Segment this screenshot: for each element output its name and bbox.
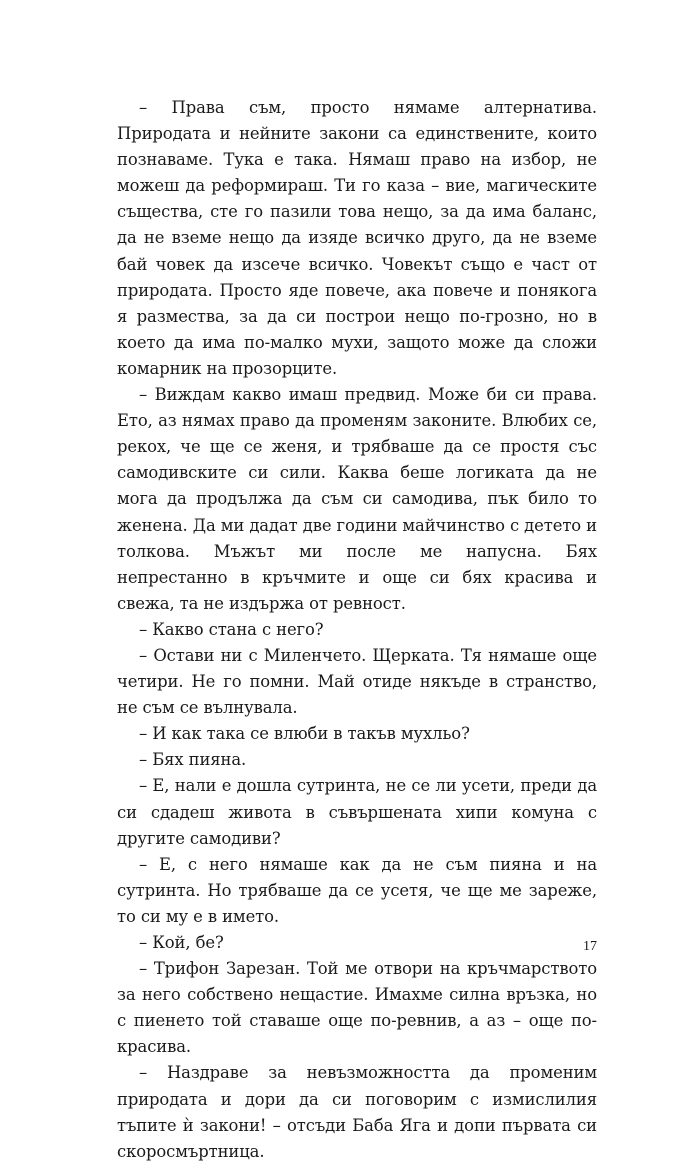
paragraph-6: – Бях пияна. (139, 750, 247, 770)
paragraph-8: – Е, с него нямаше как да не съм пияна и на сутринта. Но трябваше да се усетя, че ще ме зареже, то си му е в името. (117, 854, 597, 926)
paragraph-11: – Наздраве за невъзможността да променим природата и дори да си поговорим с измислилия тъпите ѝ закони! – отсъди Баба Яга и допи първата си скоросмъртница. (117, 1063, 597, 1161)
page-number: 17 (583, 939, 597, 954)
paragraph-10: – Трифон Зарезан. Той ме отвори на кръчмарството за него собствено нещастие. Имахме силна връзка, но с пиенето той ставаше още по-ревнив, а аз – още по-красива. (117, 959, 597, 1057)
paragraph-7: – Е, нали е дошла сутринта, не се ли усети, преди да си сдадеш живота в съвършената хипи комуна с другите самодиви? (117, 776, 597, 848)
paragraph-2: – Виждам какво имаш предвид. Може би си права. Ето, аз нямах право да променям законите. Влюбих се, рекох, че ще се женя, и трябваше да се простя със самодивските си сили. Каква беше логиката да не мога да продължа да съм си самодива, пък било то женена. Да ми дадат две години майчинство с детето и толкова. Мъжът ми после ме напусна. Бях непрестанно в кръчмите и още си бях красива и свежа, та не издържа от ревност. (117, 385, 597, 613)
body-text (117, 95, 597, 1165)
paragraph-1: – Права съм, просто нямаме алтернатива. Природата и нейните закони са единствените, които познаваме. Тука е така. Нямаш право на избор, не можеш да реформираш. Ти го каза – вие, магическите същества, сте го пазили това нещо, за да има баланс, да не вземе нещо да изяде всичко друго, да не вземе бай човек да изсече всичко. Човекът също е част от природата. Просто яде повече, ака повече и понякога я размества, за да си построи нещо по-грозно, но в което да има по-малко мухи, защото може да сложи комарник на прозорците. (117, 98, 597, 378)
paragraph-4: – Остави ни с Миленчето. Щерката. Тя нямаше още четири. Не го помни. Май отиде някъде в странство, не съм се вълнувала. (117, 645, 597, 718)
paragraph-9: – Кой, бе? (139, 933, 224, 952)
paragraph-5: – И как така се влюби в такъв мухльо? (139, 724, 470, 744)
paragraph-3: – Какво стана с него? (139, 619, 324, 639)
